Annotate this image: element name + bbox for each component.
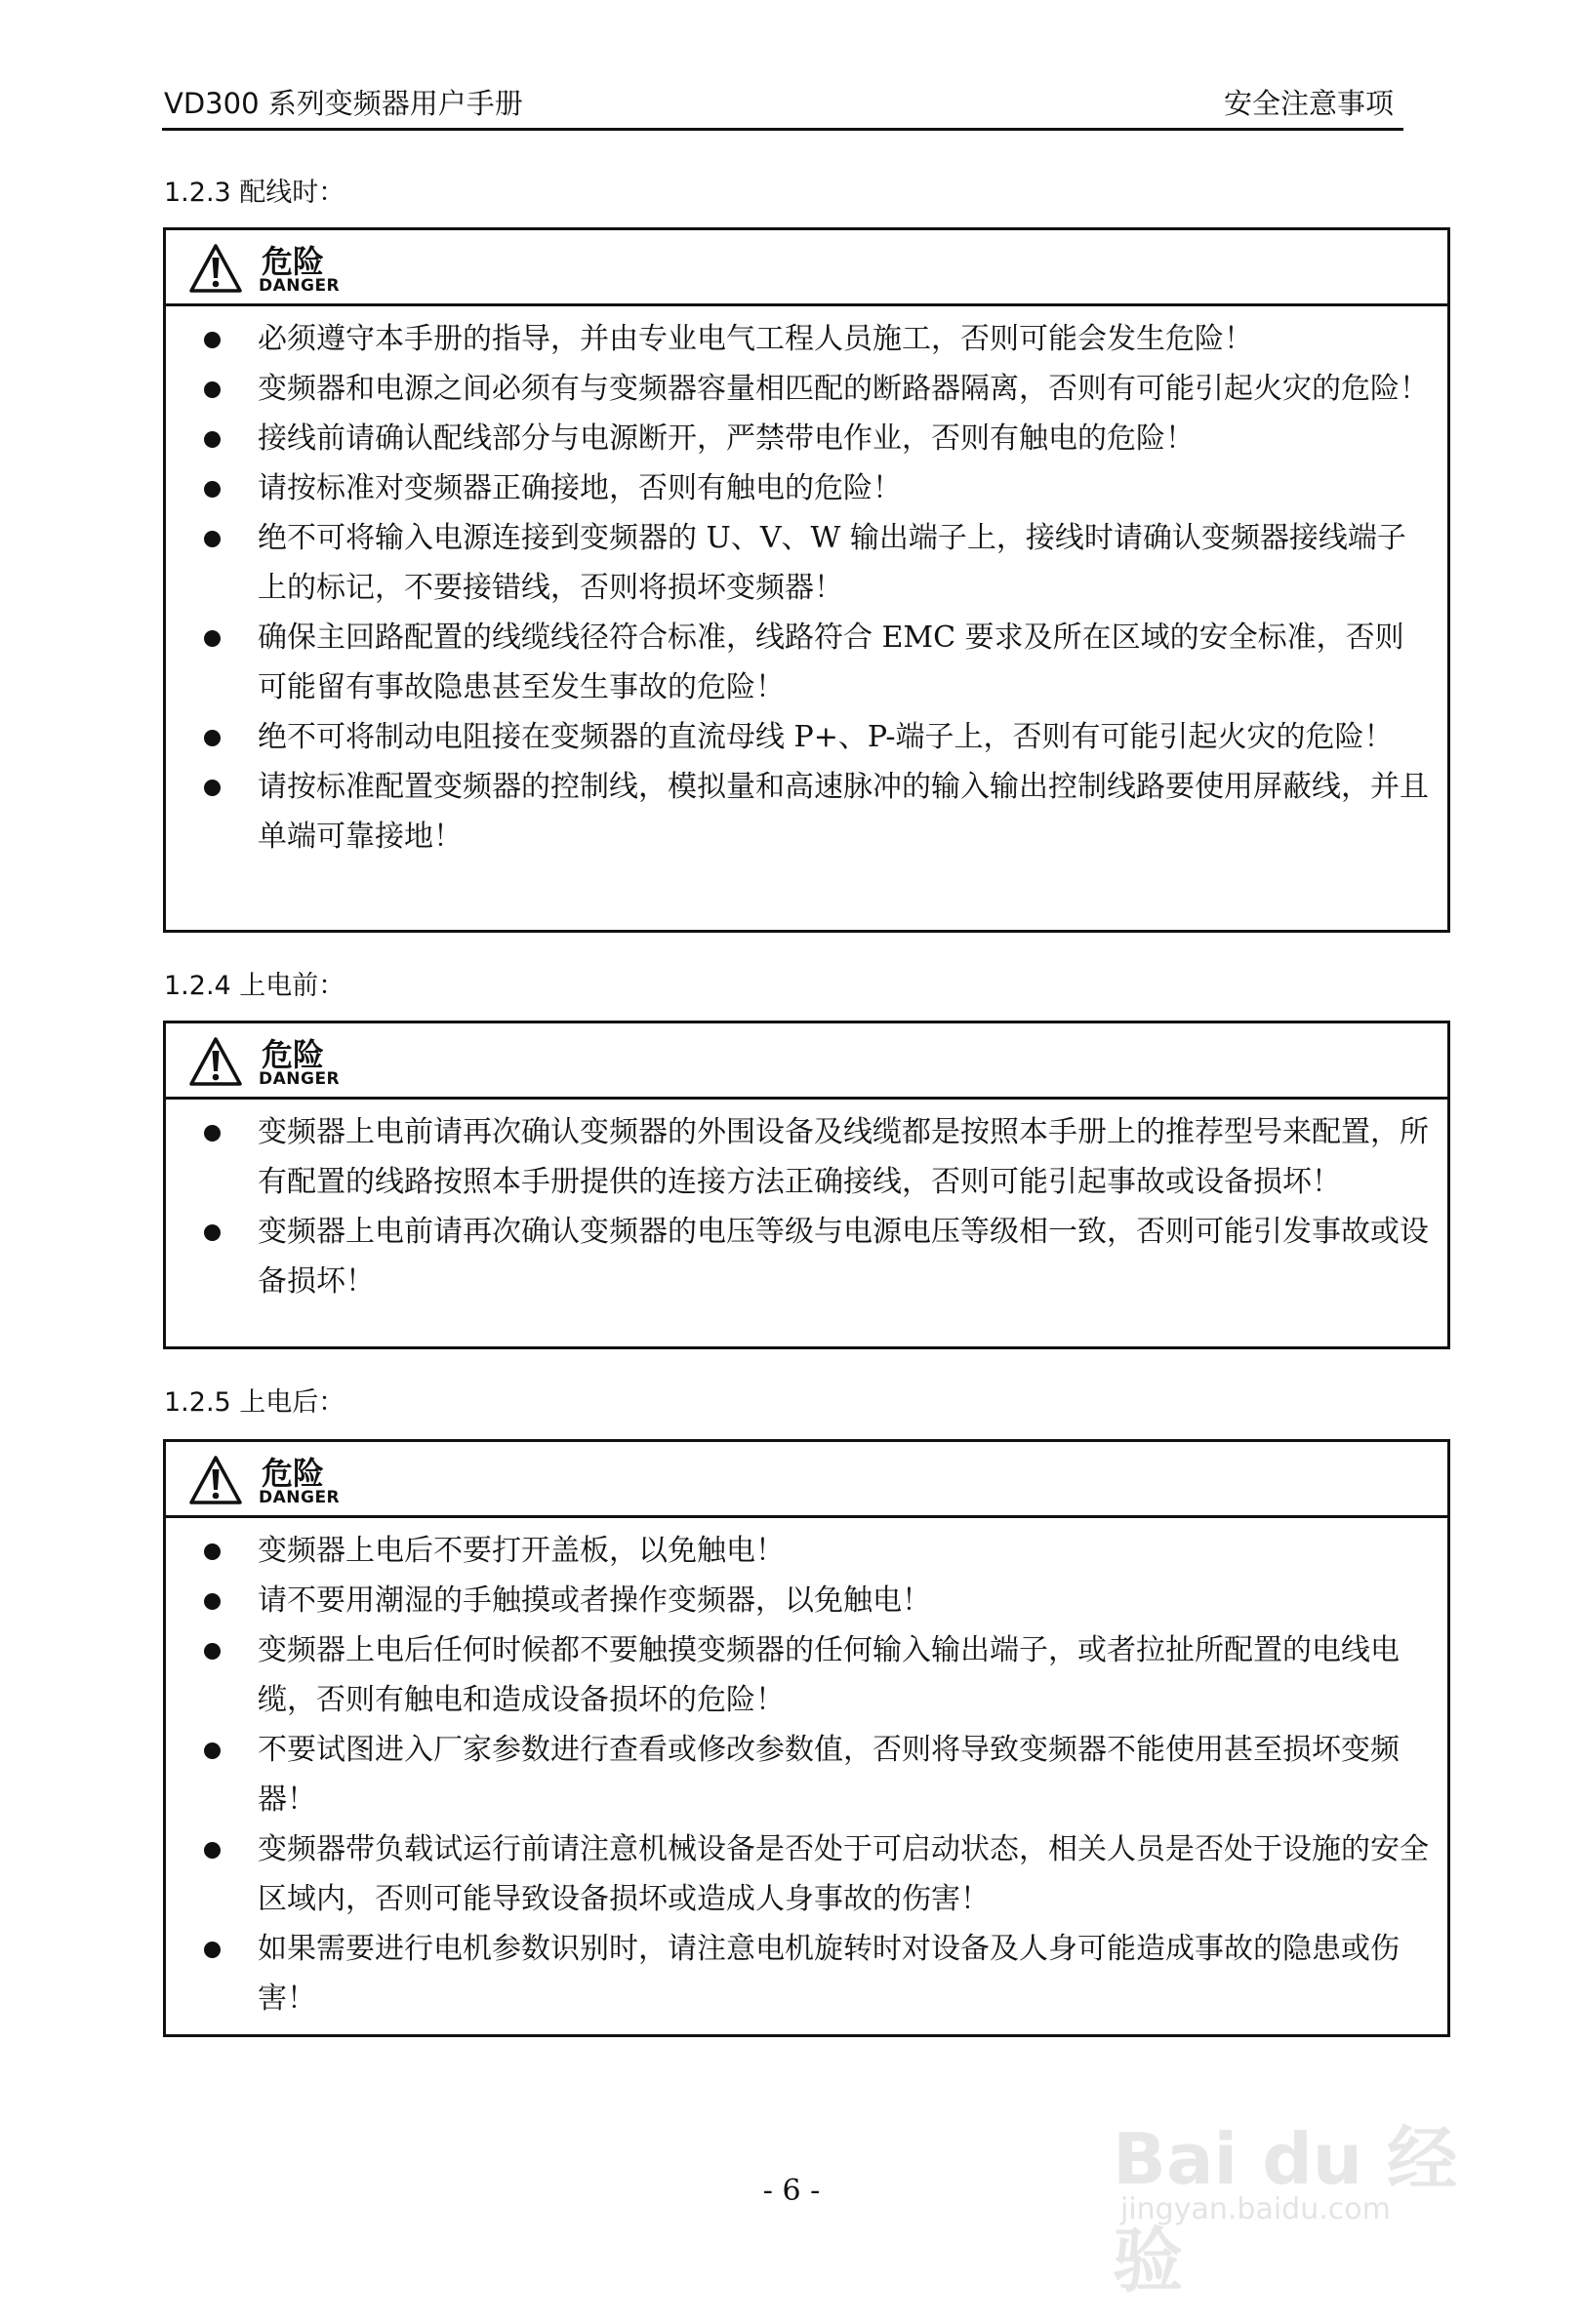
- watermark-url: jingyan.baidu.com: [1120, 2192, 1391, 2226]
- list-item: 请按标准配置变频器的控制线，模拟量和高速脉冲的输入输出控制线路要使用屏蔽线，并且单端可靠接地！: [166, 762, 1447, 861]
- danger-box: [163, 1021, 1450, 1349]
- list-item: 变频器上电前请再次确认变频器的外围设备及线缆都是按照本手册上的推荐型号来配置，所有配置的线路按照本手册提供的连接方法正确接线，否则可能引起事故或设备损坏！: [166, 1107, 1447, 1207]
- baidu-watermark: [1113, 2103, 1503, 2302]
- list-item: 必须遵守本手册的指导，并由专业电气工程人员施工，否则可能会发生危险！: [166, 314, 1447, 364]
- list-item: 如果需要进行电机参数识别时，请注意电机旋转时对设备及人身可能造成事故的隐患或伤害！: [166, 1924, 1447, 2023]
- danger-box: [163, 1439, 1450, 2037]
- list-item: 变频器带负载试运行前请注意机械设备是否处于可启动状态，相关人员是否处于设施的安全区域内，否则可能导致设备损坏或造成人身事故的伤害！: [166, 1824, 1447, 1924]
- list-item: 变频器和电源之间必须有与变频器容量相匹配的断路器隔离，否则有可能引起火灾的危险！: [166, 364, 1447, 414]
- page-number: - 6 -: [762, 2174, 821, 2208]
- list-item: 变频器上电前请再次确认变频器的电压等级与电源电压等级相一致，否则可能引发事故或设备损坏！: [166, 1207, 1447, 1306]
- danger-label-en: DANGER: [259, 1069, 341, 1089]
- list-item: 不要试图进入厂家参数进行查看或修改参数值，否则将导致变频器不能使用甚至损坏变频器！: [166, 1725, 1447, 1824]
- danger-label-zh: 危险: [262, 1455, 325, 1492]
- danger-box: [163, 227, 1450, 933]
- section-title: 1.2.5 上电后：: [164, 1387, 345, 1418]
- list-item: 变频器上电后不要打开盖板，以免触电！: [166, 1526, 1447, 1576]
- danger-label-en: DANGER: [259, 276, 341, 296]
- danger-list: [166, 306, 1447, 871]
- list-item: 请按标准对变频器正确接地，否则有触电的危险！: [166, 463, 1447, 513]
- warning-triangle-icon: [188, 1455, 243, 1505]
- list-item: 变频器上电后任何时候都不要触摸变频器的任何输入输出端子，或者拉扯所配置的电线电缆，否则有触电和造成设备损坏的危险！: [166, 1625, 1447, 1725]
- danger-list: [166, 1100, 1447, 1316]
- danger-label-en: DANGER: [259, 1488, 341, 1507]
- danger-list: [166, 1518, 1447, 2033]
- danger-label-zh: 危险: [262, 243, 325, 280]
- chapter-title: 安全注意事项: [1223, 87, 1394, 120]
- manual-title: VD300 系列变频器用户手册: [164, 87, 523, 120]
- list-item: 请不要用潮湿的手触摸或者操作变频器，以免触电！: [166, 1576, 1447, 1625]
- danger-header: [166, 1442, 1447, 1518]
- list-item: 绝不可将输入电源连接到变频器的 U、V、W 输出端子上，接线时请确认变频器接线端子上的标记，不要接错线，否则将损坏变频器！: [166, 513, 1447, 613]
- section-title: 1.2.4 上电前：: [164, 971, 345, 1001]
- section-title: 1.2.3 配线时：: [164, 178, 345, 208]
- watermark-logo-text: Bai du 经验: [1113, 2118, 1458, 2302]
- warning-triangle-icon: [188, 243, 243, 294]
- danger-header: [166, 230, 1447, 306]
- page-header: [162, 86, 1403, 131]
- list-item: 绝不可将制动电阻接在变频器的直流母线 P+、P-端子上，否则有可能引起火灾的危险！: [166, 712, 1447, 762]
- list-item: 接线前请确认配线部分与电源断开，严禁带电作业，否则有触电的危险！: [166, 414, 1447, 463]
- danger-label-zh: 危险: [262, 1036, 325, 1073]
- list-item: 确保主回路配置的线缆线径符合标准，线路符合 EMC 要求及所在区域的安全标准，否则可能留有事故隐患甚至发生事故的危险！: [166, 613, 1447, 712]
- danger-header: [166, 1023, 1447, 1100]
- warning-triangle-icon: [188, 1036, 243, 1087]
